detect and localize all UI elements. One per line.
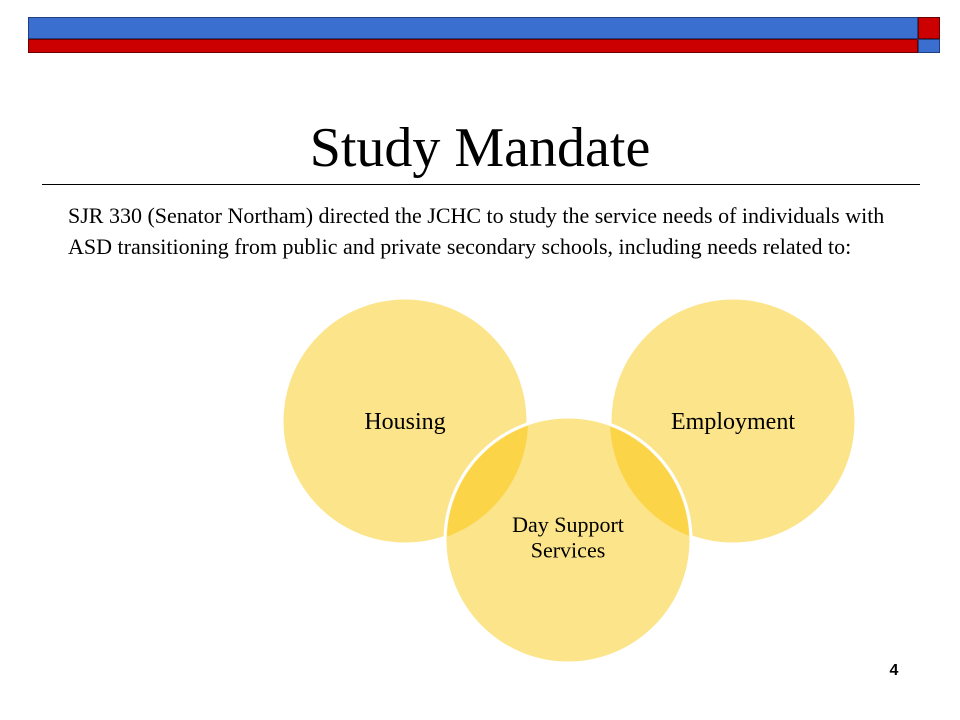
venn-label-line: Day Support [512, 512, 624, 537]
venn-label-housing [364, 409, 445, 435]
venn-label-line: Housing [364, 409, 446, 435]
venn-label-line: Services [530, 537, 606, 563]
venn-label-employment [671, 409, 795, 435]
page-number: 4 [889, 662, 899, 679]
slide-body-text: SJR 330 (Senator Northam) directed the JCHC to study the service needs of individuals with ASD transitioning from public and private secondary schools, including needs related to: [68, 203, 885, 259]
slide-title: Study Mandate [309, 117, 651, 179]
venn-label-line: Employment [671, 409, 795, 435]
